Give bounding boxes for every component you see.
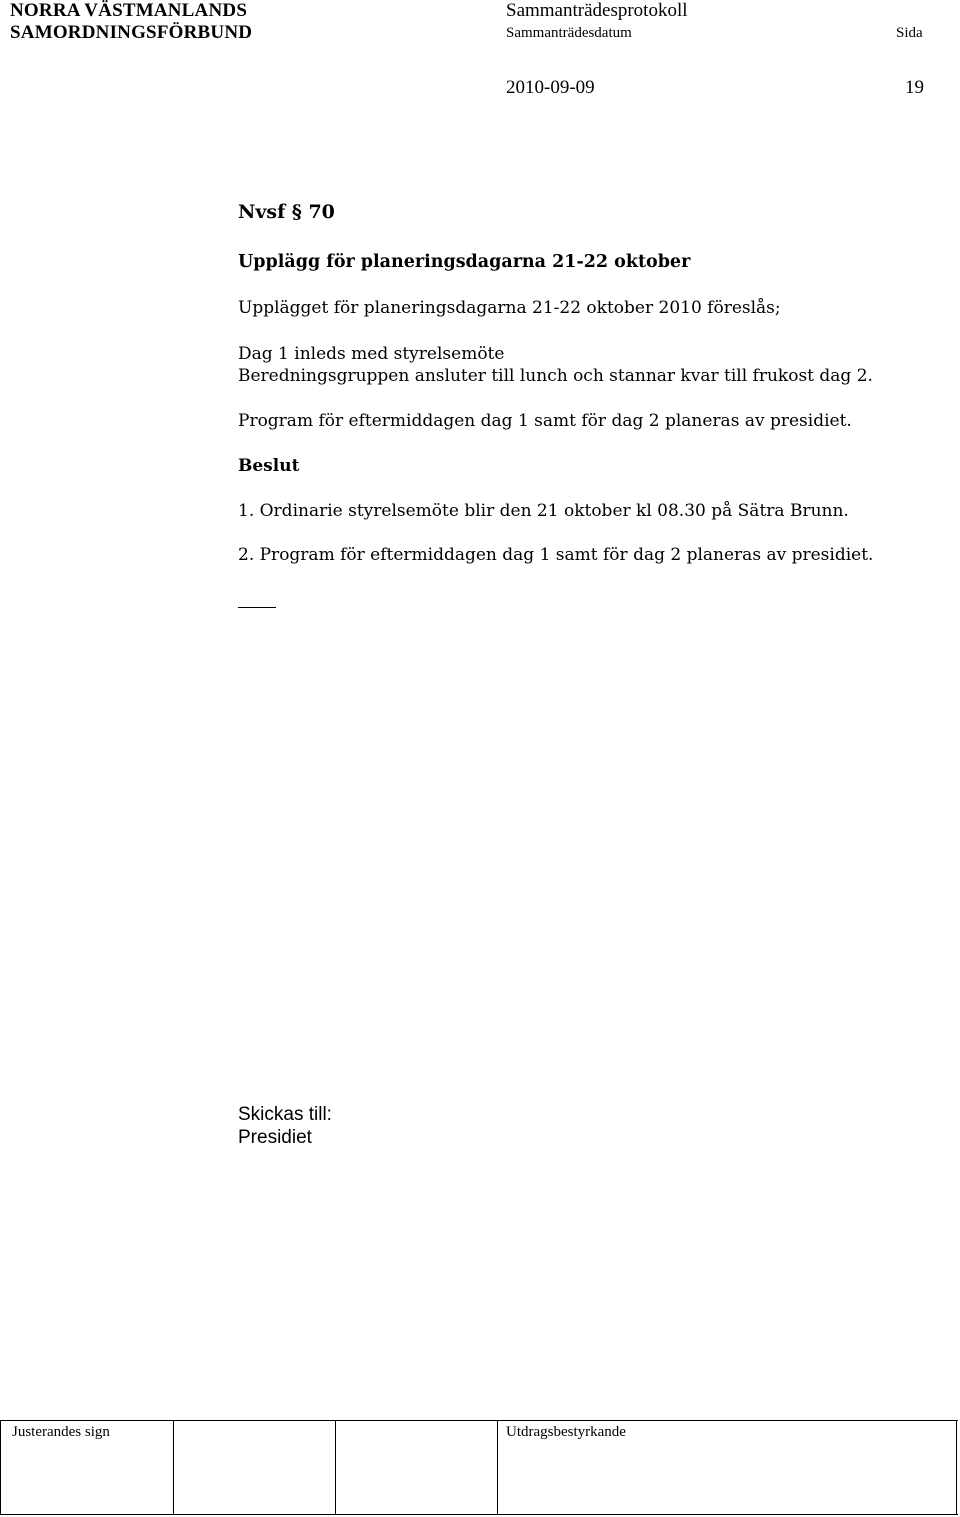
meeting-date-label: Sammanträdesdatum bbox=[506, 25, 632, 41]
decision-heading: Beslut bbox=[238, 456, 300, 476]
distribution-label: Skickas till: bbox=[238, 1104, 332, 1125]
paragraph: Program för eftermiddagen dag 1 samt för dag 2 planeras av presidiet. bbox=[238, 411, 852, 431]
organization-name-line1: NORRA VÄSTMANLANDS bbox=[10, 0, 248, 21]
table-divider bbox=[0, 1420, 1, 1515]
signature-table bbox=[0, 1420, 958, 1515]
page-label: Sida bbox=[896, 25, 923, 41]
meeting-date: 2010-09-09 bbox=[506, 77, 595, 98]
table-divider bbox=[956, 1420, 957, 1515]
section-end-rule bbox=[238, 607, 276, 608]
page-number: 19 bbox=[905, 77, 924, 98]
distribution-recipient: Presidiet bbox=[238, 1127, 312, 1148]
organization-name-line2: SAMORDNINGSFÖRBUND bbox=[10, 22, 253, 43]
table-divider bbox=[173, 1420, 174, 1515]
adjusters-sign-label: Justerandes sign bbox=[12, 1424, 110, 1440]
table-divider bbox=[497, 1420, 498, 1515]
decision-item: 1. Ordinarie styrelsemöte blir den 21 oktober kl 08.30 på Sätra Brunn. bbox=[238, 501, 849, 521]
paragraph: Dag 1 inleds med styrelsemöte bbox=[238, 344, 505, 364]
document-type: Sammanträdesprotokoll bbox=[506, 0, 688, 21]
section-title: Upplägg för planeringsdagarna 21-22 oktober bbox=[238, 252, 691, 272]
table-divider bbox=[335, 1420, 336, 1515]
extract-certification-label: Utdragsbestyrkande bbox=[506, 1424, 626, 1440]
paragraph: Upplägget för planeringsdagarna 21-22 oktober 2010 föreslås; bbox=[238, 298, 781, 318]
section-id: Nvsf § 70 bbox=[238, 201, 335, 223]
decision-item: 2. Program för eftermiddagen dag 1 samt för dag 2 planeras av presidiet. bbox=[238, 545, 874, 565]
paragraph: Beredningsgruppen ansluter till lunch och stannar kvar till frukost dag 2. bbox=[238, 366, 873, 386]
